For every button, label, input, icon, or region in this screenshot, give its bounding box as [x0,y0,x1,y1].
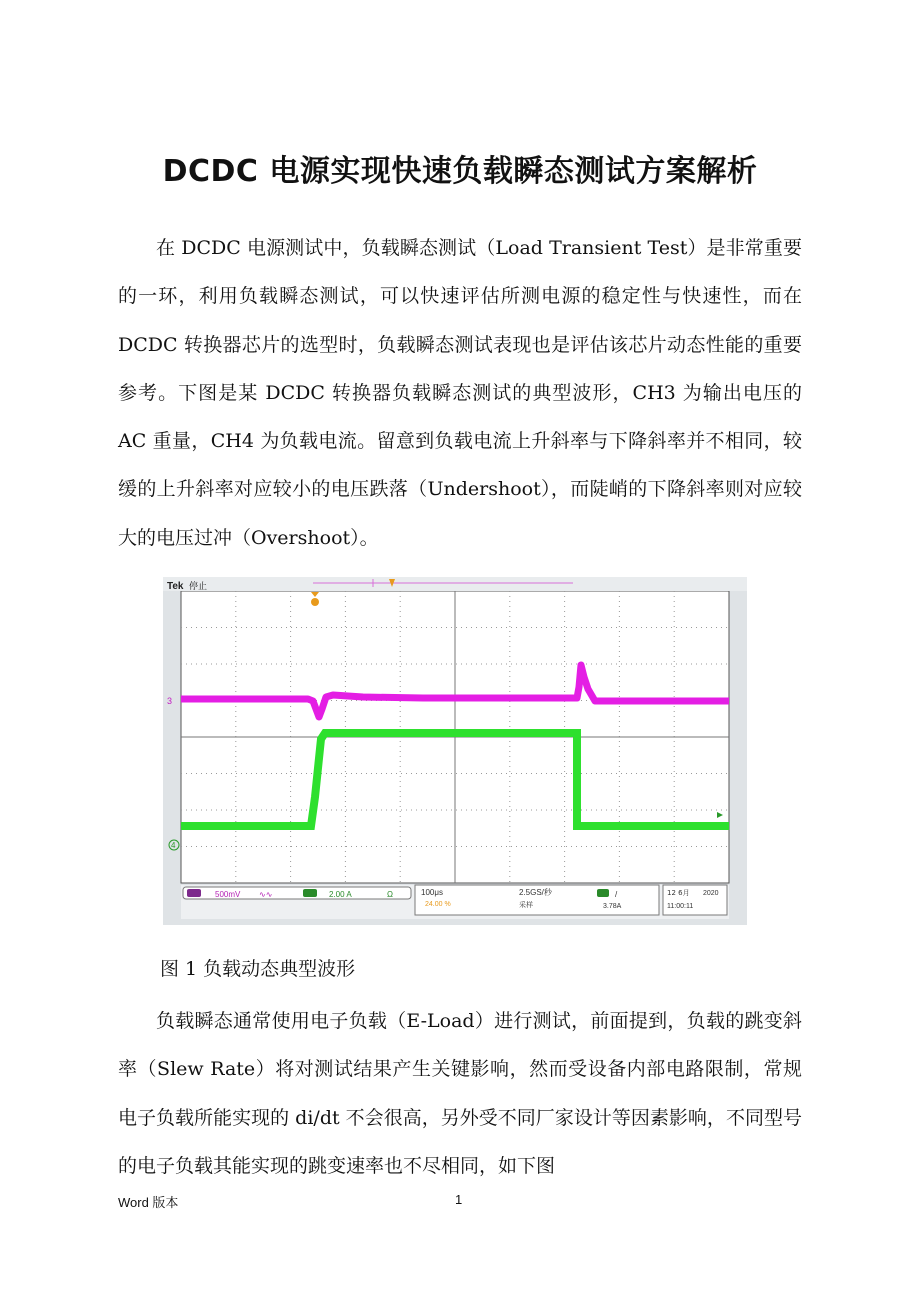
footer-version: Word 版本 [118,1195,179,1210]
scope-date: 12 6月 [667,889,690,897]
scope-year: 2020 [703,890,719,897]
trigger-marker-icon [311,598,319,606]
ch3-ground-marker: 3 [167,696,173,706]
ch4-scale: 2.00 A [329,890,352,899]
oscilloscope-figure [163,577,747,925]
svg-text:∿∿: ∿∿ [259,890,273,899]
ch3-scale: 500mV [215,890,241,899]
intro-paragraph: 在 DCDC 电源测试中，负载瞬态测试（Load Transient Test）是非常重要的一环，利用负载瞬态测试，可以快速评估所测电源的稳定性与快速性，而在 DCDC 转换器芯片的选型时，负载瞬态测试表现也是评估该芯片动态性能的重要参考。下图是某 DCDC 转换器负载瞬态测试的典型波形，CH3 为输出电压的 AC 重量，CH4 为负载电流。留意到负载电流上升斜率与下降斜率并不相同，较缓的上升斜率对应较小的电压跌落（Undershoot），而陡峭的下降斜率则对应较大的电压过冲（Overshoot）。 [118,237,802,549]
ch4-coupling: Ω [387,890,393,899]
ch4-ground-marker: 4 [171,841,176,850]
scope-time: 11:00:11 [667,903,694,910]
trigger-slope: / [615,890,618,899]
figure-caption: 图 1 负载动态典型波形 [160,958,356,980]
timebase: 100μs [421,888,443,897]
sample-rate: 2.5GS/秒 [519,888,552,897]
trigger-level: 3.78A [603,903,622,910]
trigger-position: 24.00 % [425,901,451,908]
acq-mode: 采样 [519,901,533,909]
scope-brand: Tek [167,581,184,592]
body-paragraph: 负载瞬态通常使用电子负载（E-Load）进行测试，前面提到，负载的跳变斜率（Slew Rate）将对测试结果产生关键影响，然而受设备内部电路限制，常规电子负载所能实现的 di/dt 不会很高，另外受不同厂家设计等因素影响，不同型号的电子负载其能实现的跳变速率也不尽相同，如下图 [118,1010,802,1177]
scope-status: 停止 [189,582,208,592]
document-title: DCDC 电源实现快速负载瞬态测试方案解析 [162,154,758,189]
page-number: 1 [455,1192,463,1207]
